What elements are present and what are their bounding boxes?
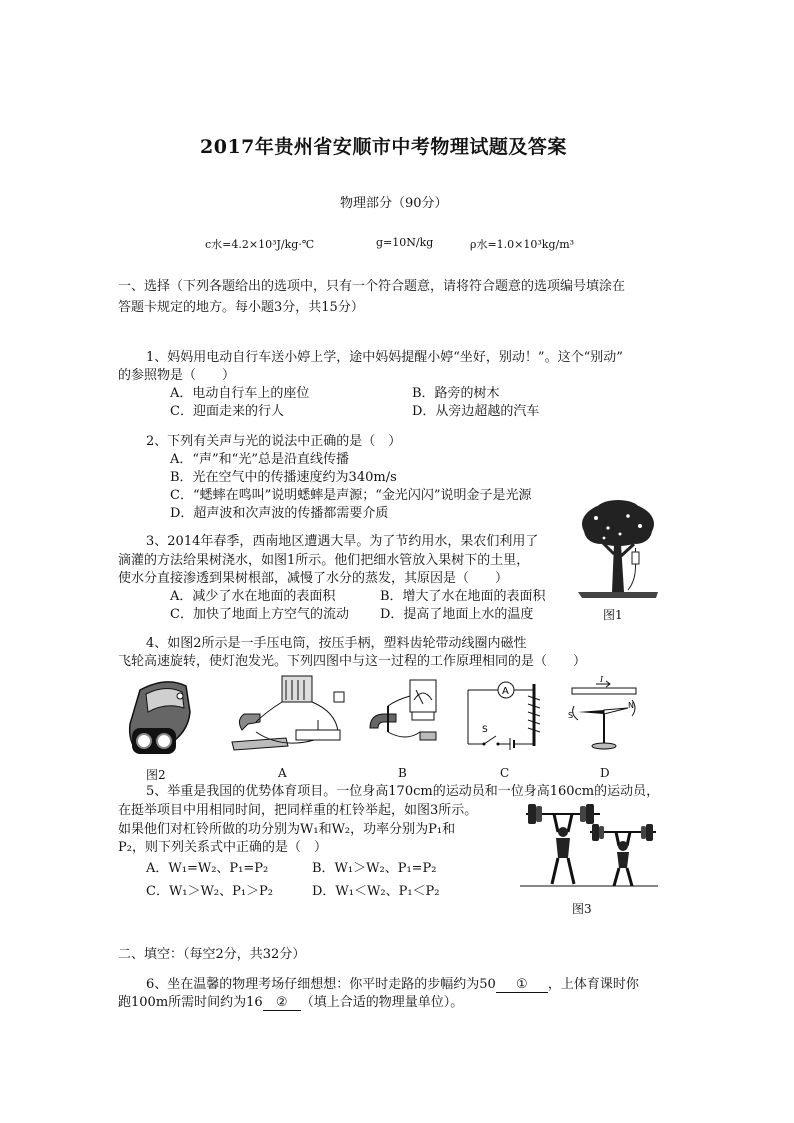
q4-label-c: C (500, 766, 510, 780)
q6-line1 (146, 973, 639, 993)
q6-text-1: 6、坐在温馨的物理考场仔细想想：你平时走路的步幅约为50 (146, 977, 496, 992)
q5-option-a: A．W₁=W₂、P₁=P₂ (146, 861, 269, 876)
section2-heading: 二、填空：（每空2分，共32分） (118, 947, 306, 962)
figure1-caption: 图1 (603, 608, 623, 622)
figure3-weightlifters (520, 804, 658, 890)
q2-stem: 2、下列有关声与光的说法中正确的是（ ） (146, 434, 402, 449)
q5-stem-line1: 5、举重是我国的优势体育项目。一位身高170cm的运动员和一位身高160cm的运动员， (146, 784, 660, 799)
q1-stem-line2: 的参照物是（ ） (118, 368, 236, 383)
q6-text-3: 跑100m所需时间约为16 (118, 995, 263, 1010)
q6-blank-2: ② (263, 995, 301, 1011)
q1-option-c: C．迎面走来的行人 (170, 404, 284, 419)
constant-c-water: c水=4.2×10³J/kg·℃ (205, 238, 315, 251)
q6-text-4: （填上合适的物理量单位）。 (300, 995, 464, 1010)
q4-stem-line1: 4、如图2所示是一手压电筒，按压手柄，塑料齿轮带动线圈内磁性 (146, 636, 527, 651)
q4-label-d: D (600, 766, 610, 780)
constant-g: g=10N/kg (376, 236, 434, 249)
constant-rho-water: ρ水=1.0×10³kg/m³ (470, 238, 575, 251)
q1-option-d: D．从旁边超越的汽车 (412, 404, 540, 419)
q2-option-b: B．光在空气中的传播速度约为340m/s (170, 470, 397, 485)
figure2-caption: 图2 (146, 768, 166, 782)
q5-option-b: B．W₁＞W₂、P₁=P₂ (312, 861, 437, 876)
q4-option-b-figure (366, 676, 446, 756)
q6-text-2: ，上体育课时你 (547, 977, 639, 992)
q6-line2 (118, 991, 463, 1011)
q4-option-d-figure (566, 675, 642, 752)
q3-option-a: A．减少了水在地面的表面积 (170, 589, 336, 604)
q5-stem-line4: P₂，则下列关系式中正确的是（ ） (118, 840, 327, 855)
q1-option-a: A．电动自行车上的座位 (170, 386, 310, 401)
q4-label-b: B (398, 766, 407, 780)
q4-stem-line2: 飞轮高速旋转，使灯泡发光。下列四图中与这一过程的工作原理相同的是（ ） (118, 654, 587, 669)
q3-option-b: B．增大了水在地面的表面积 (380, 589, 546, 604)
q3-option-c: C．加快了地面上方空气的流动 (170, 607, 349, 622)
q5-option-c: C．W₁＞W₂、P₁＞P₂ (146, 884, 274, 899)
figure2-flashlight (126, 672, 196, 762)
section1-heading-line2: 答题卡规定的地方。每小题3分，共15分） (118, 300, 364, 315)
figure3-caption: 图3 (572, 902, 592, 916)
q2-option-a: A．“声”和“光”总是沿直线传播 (170, 452, 349, 467)
svg-text:N: N (628, 701, 634, 710)
q3-option-d: D．提高了地面上水的温度 (380, 607, 534, 622)
subtitle: 物理部分（90分） (340, 196, 448, 211)
figure1-tree-drip (578, 500, 658, 600)
q5-stem-line2: 在挺举项目中用相同时间，把同样重的杠铃举起，如图3所示。 (118, 803, 478, 818)
q3-stem-line2: 滴灌的方法给果树浇水，如图1所示。他们把细水管放入果树下的土里， (118, 553, 530, 568)
q5-stem-line3: 如果他们对杠铃所做的功分别为W₁和W₂，功率分别为P₁和 (118, 822, 456, 837)
q1-stem-line1: 1、妈妈用电动自行车送小婷上学，途中妈妈提醒小婷“坐好，别动！”。这个“别动” (146, 350, 623, 365)
section1-heading-line1: 一、选择（下列各题给出的选项中，只有一个符合题意，请将符合题意的选项编号填涂在 (118, 279, 626, 294)
q3-stem-line3: 使水分直接渗透到果树根部，减慢了水分的蒸发，其原因是（ ） (118, 571, 509, 586)
q5-option-d: D．W₁＜W₂、P₁＜P₂ (312, 884, 440, 899)
svg-text:A: A (502, 686, 509, 697)
q2-option-c: C．“蟋蟀在鸣叫”说明蟋蟀是声源；“金光闪闪”说明金子是光源 (170, 488, 532, 503)
svg-text:I: I (600, 675, 604, 684)
q3-stem-line1: 3、2014年春季，西南地区遭遇大旱。为了节约用水，果农们利用了 (146, 534, 539, 549)
q1-option-b: B．路旁的树木 (412, 386, 500, 401)
q4-option-c-figure (464, 680, 550, 750)
page-title: 2017年贵州省安顺市中考物理试题及答案 (200, 136, 567, 158)
q6-blank-1: ① (496, 977, 548, 993)
svg-text:S: S (568, 711, 574, 720)
svg-text:S: S (482, 725, 488, 735)
q2-option-d: D．超声波和次声波的传播都需要介质 (170, 506, 389, 521)
q4-option-a-figure (226, 672, 356, 752)
q4-label-a: A (278, 766, 287, 780)
